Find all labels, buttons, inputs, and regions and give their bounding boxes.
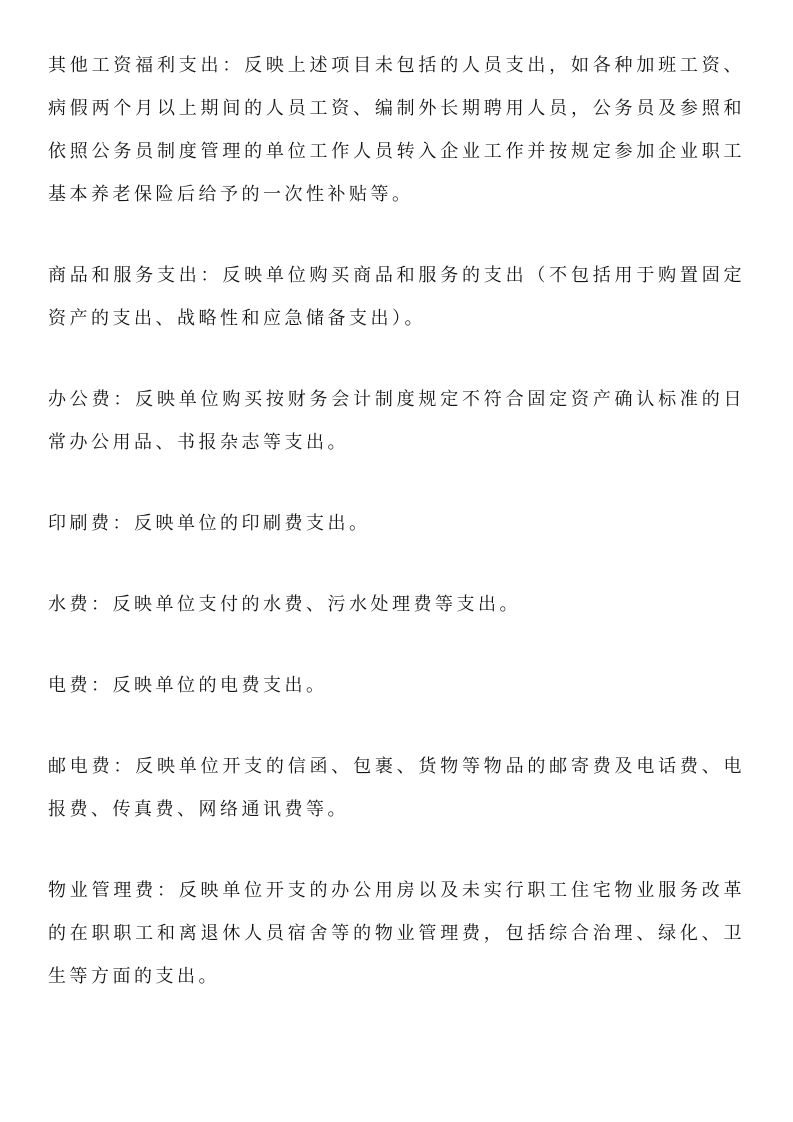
paragraph-printing-fee: 印刷费：反映单位的印刷费支出。 bbox=[48, 513, 371, 533]
paragraph-other-wages-welfare-expense: 其他工资福利支出：反映上述项目未包括的人员支出，如各种加班工资、病假两个月以上期间的人员工资、编制外长期聘用人员，公务员及参照和依照公务员制度管理的单位工作人员转入企业工作并按规定参加企业职工基本养老保险后给予的一次性补贴等。 bbox=[48, 55, 745, 204]
paragraph-office-expense: 办公费：反映单位购买按财务会计制度规定不符合固定资产确认标准的日常办公用品、书报杂志等支出。 bbox=[48, 389, 745, 452]
paragraph-goods-and-services-expense: 商品和服务支出：反映单位购买商品和服务的支出（不包括用于购置固定资产的支出、战略性和应急储备支出）。 bbox=[48, 265, 745, 328]
paragraph-electricity-fee: 电费：反映单位的电费支出。 bbox=[48, 675, 328, 695]
paragraph-water-fee: 水费：反映单位支付的水费、污水处理费等支出。 bbox=[48, 594, 521, 614]
paragraph-postage-telecom-fee: 邮电费：反映单位开支的信函、包裹、货物等物品的邮寄费及电话费、电报费、传真费、网络通讯费等。 bbox=[48, 756, 745, 819]
paragraph-property-management-fee: 物业管理费：反映单位开支的办公用房以及未实行职工住宅物业服务改革的在职职工和离退休人员宿舍等的物业管理费，包括综合治理、绿化、卫生等方面的支出。 bbox=[48, 880, 745, 986]
